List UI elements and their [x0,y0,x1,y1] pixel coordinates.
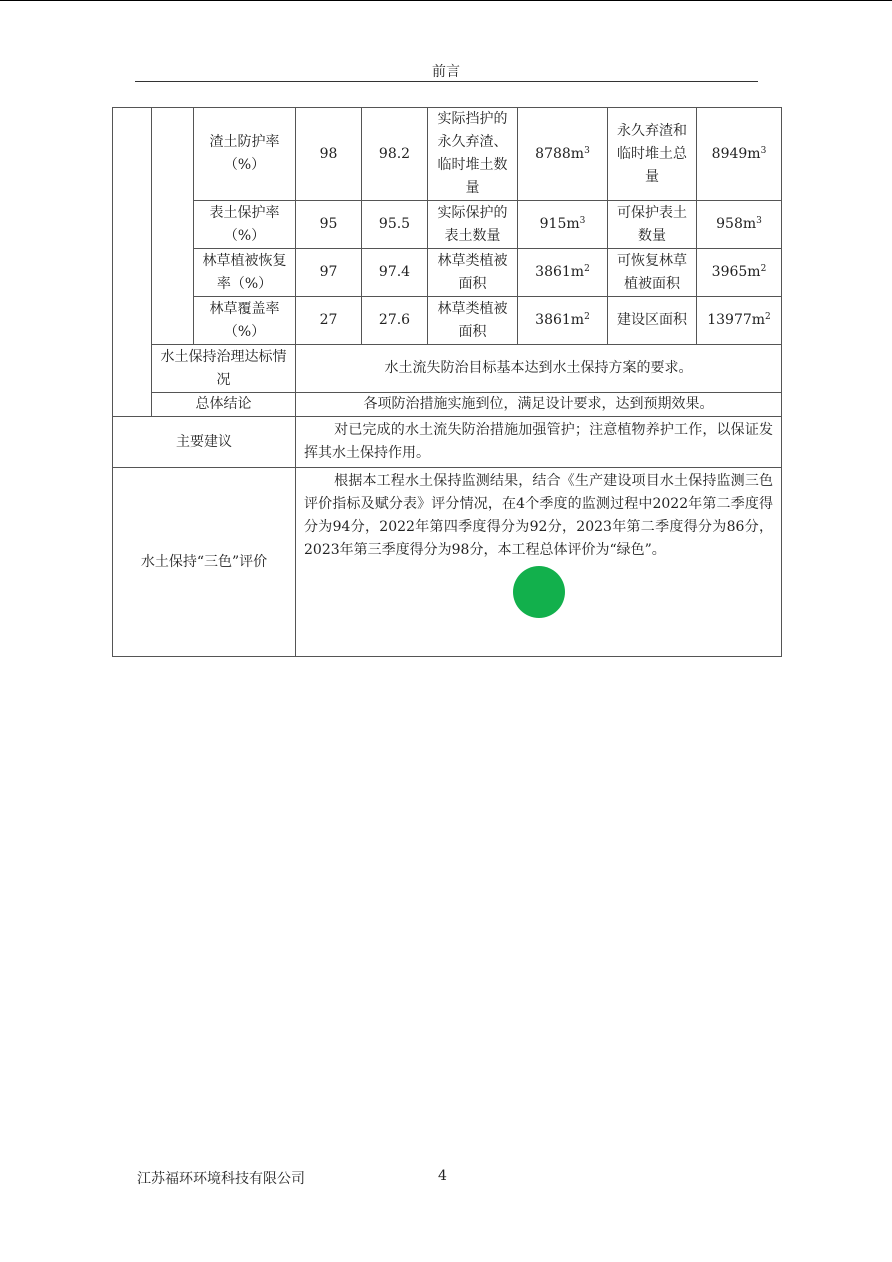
conclusion-label-cell: 总体结论 [152,393,296,417]
denominator-label-cell: 可保护表土数量 [608,201,697,249]
denominator-label-cell: 建设区面积 [608,297,697,345]
table-row [113,297,782,345]
table-row [113,201,782,249]
numerator-label-cell: 实际保护的表土数量 [428,201,518,249]
numerator-label-cell: 林草类植被面积 [428,249,518,297]
target-cell: 97 [296,249,362,297]
numerator-value-cell: $3861m^2$ [518,249,608,297]
table-row [113,345,782,393]
table-row [113,249,782,297]
footer-company: 江苏福环环境科技有限公司 [137,1171,305,1187]
standard-label-cell: 水土保持治理达标情况 [152,345,296,393]
indicator-cell: 表土保护率（%） [194,201,296,249]
merged-blank-cell [152,108,194,345]
target-cell: 95 [296,201,362,249]
actual-cell: 97.4 [362,249,428,297]
indicator-cell: 渣土防护率（%） [194,108,296,201]
evaluation-text-cell: 根据本工程水土保持监测结果，结合《生产建设项目水土保持监测三色评价指标及赋分表》评分情况，在4个季度的监测过程中2022年第二季度得分为94分，2022年第四季度得分为92分，2023年第二季度得分为86分，2023年第三季度得分为98分，本工程总体评价为“绿色”。 [296,468,782,657]
page-number: 4 [438,1168,447,1184]
report-table-wrap [112,107,781,630]
target-cell: 98 [296,108,362,201]
suggestion-label-cell: 主要建议 [113,417,296,468]
green-rating-dot [513,566,565,618]
suggestion-text-cell: 对已完成的水土流失防治措施加强管护；注意植物养护工作，以保证发挥其水土保持作用。 [296,417,782,468]
numerator-value-cell: $3861m^2$ [518,297,608,345]
table-row [113,417,782,468]
table-row [113,393,782,417]
merged-blank-cell [113,108,152,417]
indicator-cell: 林草植被恢复率（%） [194,249,296,297]
conclusion-text-cell: 各项防治措施实施到位，满足设计要求，达到预期效果。 [296,393,782,417]
table-row [113,468,782,657]
evaluation-label-cell: 水土保持“三色”评价 [113,468,296,657]
table-row [113,108,782,201]
numerator-value-cell: $8788m^3$ [518,108,608,201]
numerator-value-cell: $915m^3$ [518,201,608,249]
page-top-border [0,0,892,1]
denominator-label-cell: 可恢复林草植被面积 [608,249,697,297]
header-rule [135,81,758,82]
denominator-value-cell: $958m^3$ [697,201,782,249]
denominator-value-cell: $13977m^2$ [697,297,782,345]
actual-cell: 95.5 [362,201,428,249]
header-title: 前言 [432,64,460,80]
denominator-value-cell: $3965m^2$ [697,249,782,297]
indicator-cell: 林草覆盖率（%） [194,297,296,345]
numerator-label-cell: 林草类植被面积 [428,297,518,345]
target-cell: 27 [296,297,362,345]
numerator-label-cell: 实际挡护的永久弃渣、临时堆土数量 [428,108,518,201]
actual-cell: 98.2 [362,108,428,201]
report-table [112,107,782,657]
actual-cell: 27.6 [362,297,428,345]
denominator-label-cell: 永久弃渣和临时堆土总量 [608,108,697,201]
standard-text-cell: 水土流失防治目标基本达到水土保持方案的要求。 [296,345,782,393]
denominator-value-cell: $8949m^3$ [697,108,782,201]
